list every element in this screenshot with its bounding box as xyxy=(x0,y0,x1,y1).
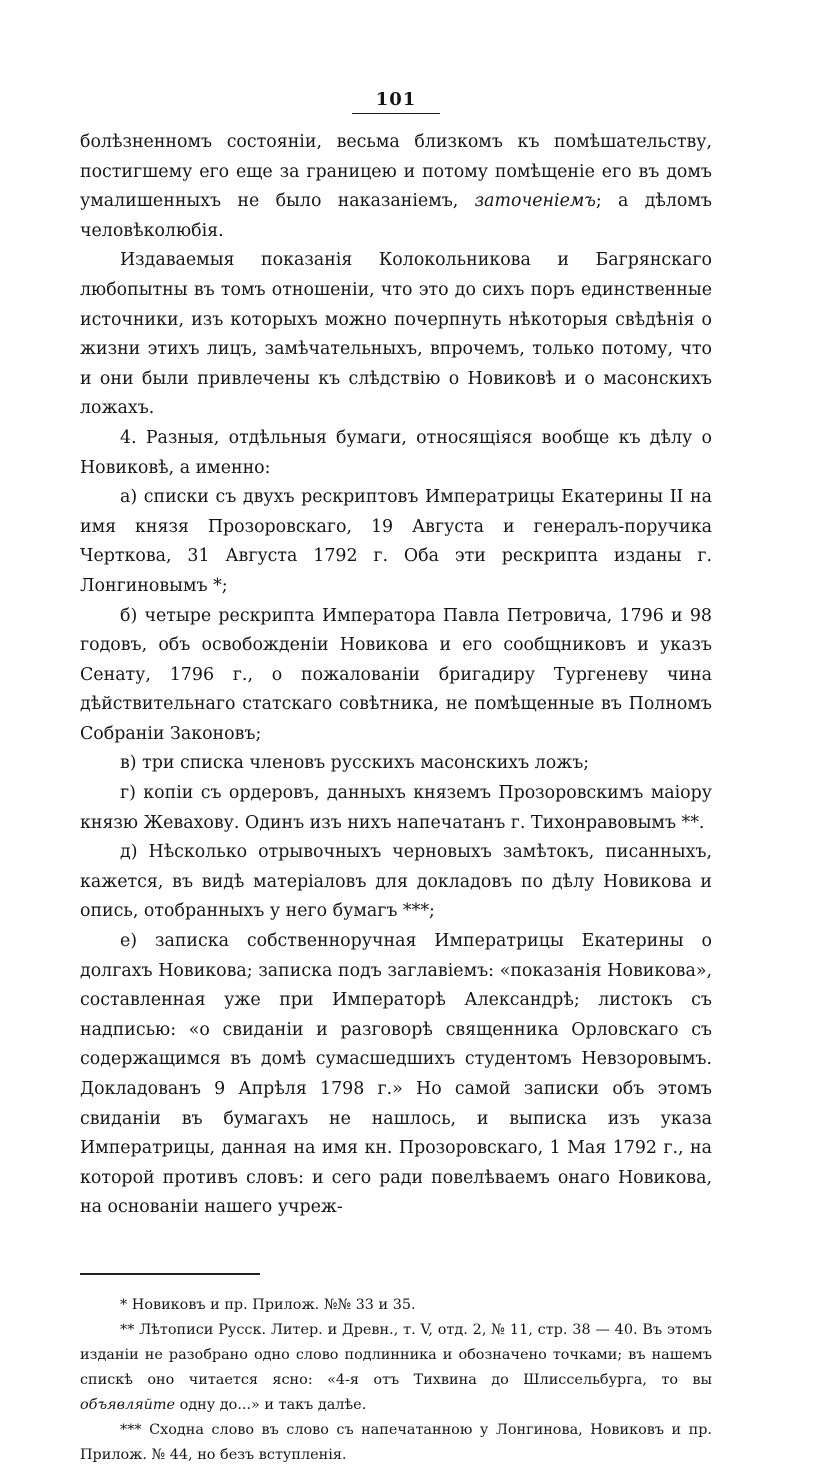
footnote-text: одну до...» и такъ далѣе. xyxy=(175,1396,367,1413)
list-item-g: г) копіи съ ордеровъ, данныхъ княземъ Прозоровскимъ маіору князю Жевахову. Одинъ изъ нихъ напечатанъ г. Тихонравовымъ **. xyxy=(80,783,712,833)
paragraph-text: болѣзненномъ состояніи, весьма близкомъ къ помѣшательству, постигшему его еще за границею и потому помѣщеніе его въ домъ умалишенныхъ не было наказаніемъ, xyxy=(80,132,712,212)
footnote-3: *** Сходна слово въ слово съ напечатанною у Лонгинова, Новиковъ и пр. Прилож. № 44, но безъ вступленія. xyxy=(80,1421,712,1463)
list-item-d: д) Нѣсколько отрывочныхъ черновыхъ замѣтокъ, писанныхъ, кажется, въ видѣ матеріаловъ для докладовъ по дѣлу Новикова и опись, отобранныхъ у него бумагъ ***; xyxy=(80,842,712,922)
page-number: 101 xyxy=(80,84,712,116)
list-item-a: а) списки съ двухъ рескриптовъ Императрицы Екатерины II на имя князя Прозоровскаго, 19 Августа и генералъ-поручика Черткова, 31 Августа 1792 г. Оба эти рескрипта изданы г. Лонгиновымъ *; xyxy=(80,487,712,596)
footnote-1: * Новиковъ и пр. Прилож. №№ 33 и 35. xyxy=(120,1296,416,1313)
footnotes xyxy=(80,1293,712,1468)
book-page xyxy=(80,84,712,1468)
list-item-b: б) четыре рескрипта Императора Павла Петровича, 1796 и 98 годовъ, объ освобожденіи Новикова и его сообщниковъ и указъ Сенату, 1796 г., о пожалованіи бригадиру Тургеневу чина дѣйствительнаго статскаго совѣтника, не помѣщенные въ Полномъ Собраніи Законовъ; xyxy=(80,605,712,744)
paragraph-continuation xyxy=(80,128,712,246)
footnote-divider xyxy=(80,1273,260,1275)
italic-word: заточеніемъ xyxy=(474,191,596,212)
footnote-text: ** Лѣтописи Русск. Литер. и Древн., т. V, отд. 2, № 11, стр. 38 — 40. Въ этомъ изданіи не разобрано одно слово подлинника и обозначено точками; въ нашемъ спискѣ оно читается ясно: «4-я отъ Тихвина до Шлиссельбурга, то вы xyxy=(80,1321,712,1388)
footnote-2 xyxy=(80,1318,712,1418)
italic-word: объявляйте xyxy=(80,1396,176,1413)
paragraph-testimonies: Издаваемыя показанія Колокольникова и Багрянскаго любопытны въ томъ отношеніи, что это до сихъ поръ единственные источники, изъ которыхъ можно почерпнуть нѣкоторыя свѣдѣнія о жизни этихъ лицъ, замѣчательныхъ, впрочемъ, только потому, что и они были привлечены къ слѣдствію о Новиковѣ и о масонскихъ ложахъ. xyxy=(80,250,712,419)
main-text xyxy=(80,128,712,1223)
list-item-v: в) три списка членовъ русскихъ масонскихъ ложъ; xyxy=(120,753,590,774)
paragraph-section-4: 4. Разныя, отдѣльныя бумаги, относящіяся вообще къ дѣлу о Новиковѣ, а именно: xyxy=(80,427,712,478)
list-item-e: е) записка собственноручная Императрицы Екатерины о долгахъ Новикова; записка подъ заглавіемъ: «показанія Новикова», составленная уже при Императорѣ Александрѣ; листокъ съ надписью: «о свиданіи и разговорѣ священника Орловскаго съ содержащимся въ домѣ сумасшедшихъ студентомъ Невзоровымъ. Докладованъ 9 Апрѣля 1798 г.» Но самой записки объ этомъ свиданіи въ бумагахъ не нашлось, и выписка изъ указа Императрицы, данная на имя кн. Прозоровскаго, 1 Мая 1792 г., на которой противъ словъ: и сего ради повелѣваемъ онаго Новикова, на основаніи нашего учреж- xyxy=(80,931,712,1218)
paragraph-text: ; а дѣломъ человѣколюбія. xyxy=(80,191,712,241)
